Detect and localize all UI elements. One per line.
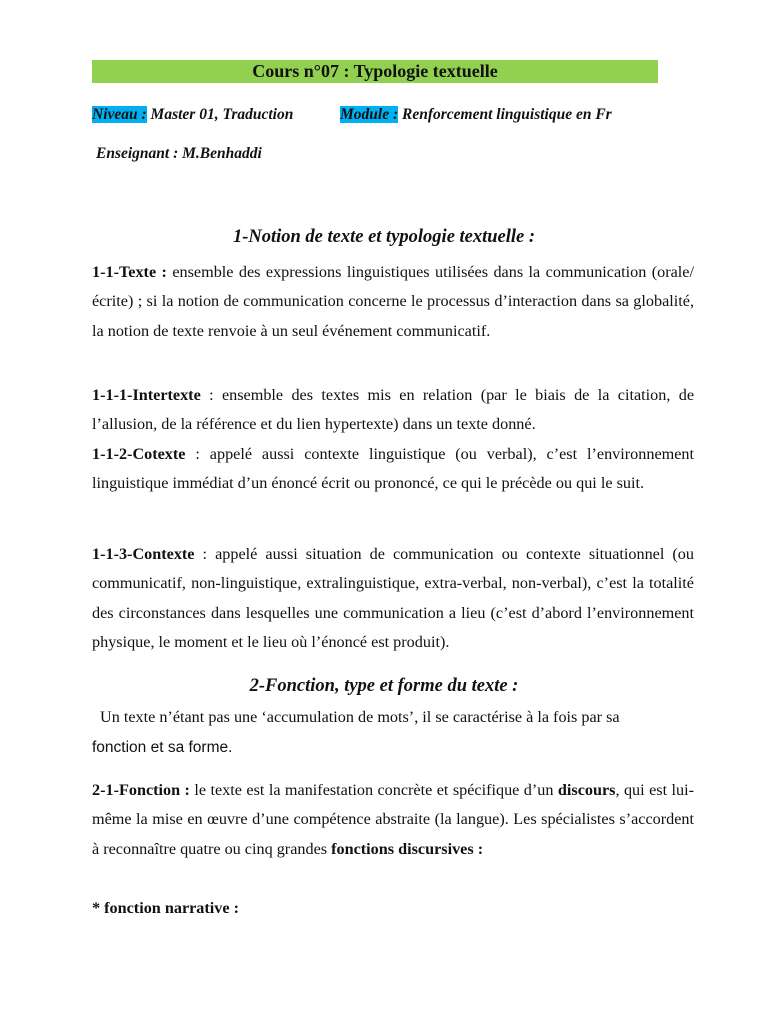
niveau-label: Niveau : <box>92 106 147 123</box>
document-title: Cours n°07 : Typologie textuelle <box>92 60 658 83</box>
bold-discours: discours <box>557 781 616 799</box>
course-info-line <box>92 106 293 124</box>
niveau-value: Master 01, Traduction <box>150 106 294 123</box>
def-fonction-part-1: le texte est la manifestation concrète et spécifique d’un <box>189 781 558 799</box>
term-cotexte: 1-1-2-Cotexte <box>92 445 186 463</box>
def-intertexte: : ensemble des textes mis en relation (par le biais de la citation, de l’allusion, de la référence et du lien hypertexte) dans un texte donné. <box>92 386 694 433</box>
intro-line-2: fonction et sa forme. <box>92 739 233 756</box>
teacher-line: Enseignant : M.Benhaddi <box>96 145 262 162</box>
def-contexte: : appelé aussi situation de communication ou contexte situationnel (ou communicatif, non-linguistique, extralinguistique, extra-verbal, non-verbal), c’est la totalité des circonstances dans lesquelles une communication a lieu (c’est d’abord l’environnement physique, le moment et le lieu où l’énoncé est produit). <box>92 545 694 651</box>
module-label: Module : <box>340 106 399 123</box>
def-fonction-part-2: , qui est lui-même la mise en œuvre d’une compétence abstraite (la langue). Les spécialistes s’accordent à reconnaître quatre ou cinq grandes <box>92 781 694 858</box>
term-contexte: 1-1-3-Contexte <box>92 545 195 563</box>
term-fonction: 2-1-Fonction : <box>92 781 190 799</box>
paragraph-intertexte <box>92 381 694 439</box>
term-texte: 1-1-Texte : <box>92 263 167 281</box>
def-texte: ensemble des expressions linguistiques utilisées dans la communication (orale/écrite) ; si la notion de communication concerne le processus d’interaction dans sa globalité, la notion de texte renvoie à un seul événement communicatif. <box>92 263 694 340</box>
paragraph-fonction <box>92 776 694 864</box>
paragraph-cotexte <box>92 440 694 499</box>
paragraph-contexte <box>92 540 694 657</box>
module-value: Renforcement linguistique en Fr <box>402 106 612 123</box>
intro-line-1: Un texte n’étant pas une ‘accumulation de mots’, il se caractérise à la fois par sa <box>100 708 620 726</box>
bullet-fonction-narrative: * fonction narrative : <box>92 899 240 917</box>
bold-fonctions-discursives: fonctions discursives : <box>331 839 484 858</box>
section-1-heading: 1-Notion de texte et typologie textuelle : <box>232 227 536 247</box>
def-cotexte: : appelé aussi contexte linguistique (ou verbal), c’est l’environnement linguistique immédiat d’un énoncé écrit ou prononcé, ce qui le précède ou qui le suit. <box>92 445 694 493</box>
term-intertexte: 1-1-1-Intertexte <box>92 386 201 404</box>
section-2-heading: 2-Fonction, type et forme du texte : <box>249 676 519 696</box>
module-info <box>340 106 612 124</box>
paragraph-texte <box>92 258 694 346</box>
